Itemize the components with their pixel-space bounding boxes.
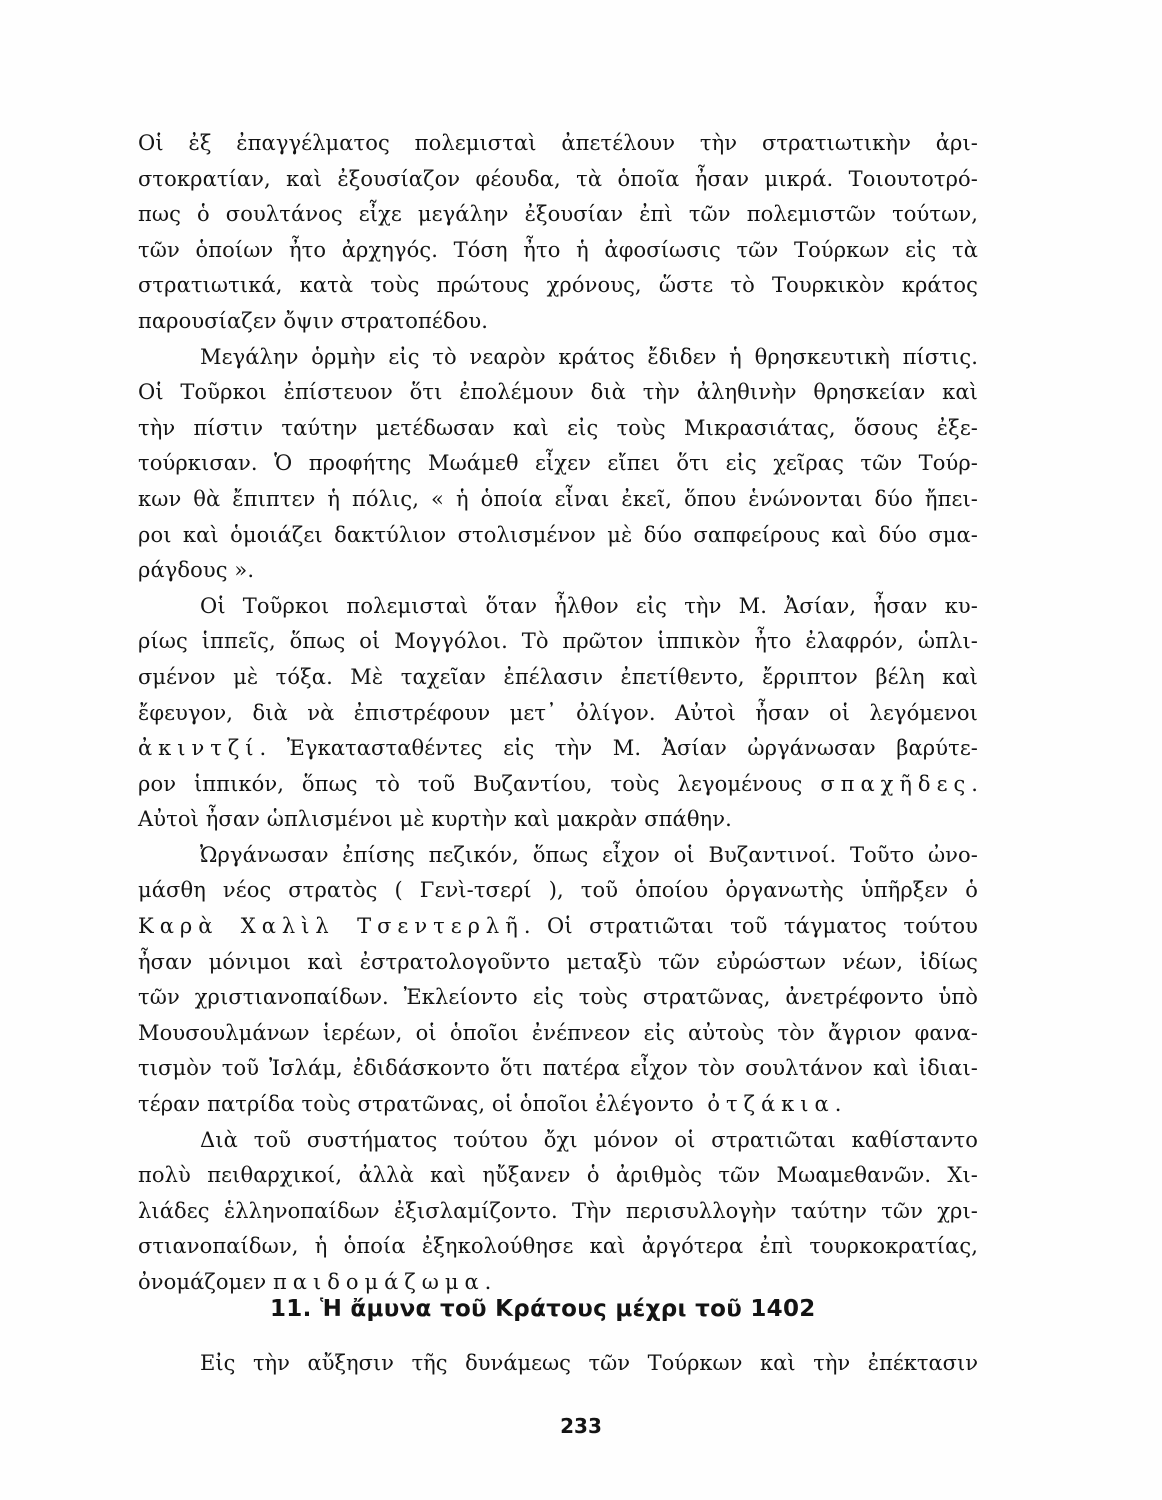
section-heading: 11. Ἡ ἄμυνα τοῦ Κράτους μέχρι τοῦ 1402: [270, 1296, 816, 1322]
term-kara-chalil: Καρὰ Χαλὶλ Τσεντερλῆ: [138, 914, 524, 939]
text-line: Αὐτοὶ ἦσαν ὡπλισμένοι μὲ κυρτὴν καὶ μακρὰν σπάθην.: [138, 807, 732, 832]
text-line: στρατιωτικά, κατὰ τοὺς πρώτους χρόνους, ὥστε τὸ Τουρκικὸν κράτος: [138, 273, 978, 298]
text-line: Οἱ ἐξ ἐπαγγέλματος πολεμισταὶ ἀπετέλουν τὴν στρατιωτικὴν ἀρι-: [138, 131, 978, 155]
text-line: παρουσίαζεν ὄψιν στρατοπέδου.: [138, 308, 489, 333]
text-line: Μεγάλην ὁρμὴν εἰς τὸ νεαρὸν κράτος ἔδιδεν ἡ θρησκευτικὴ πίστις.: [200, 344, 978, 369]
text-line: στιανοπαίδων, ἡ ὁποία ἐξηκολούθησε καὶ ἀργότερα ἐπὶ τουρκοκρατίας,: [138, 1234, 978, 1259]
text-line: Οἱ Τοῦρκοι ἐπίστευον ὅτι ἐπολέμουν διὰ τὴν ἀληθινὴν θρησκείαν καὶ: [138, 380, 978, 405]
term-otzakia: ὀτζάκια: [707, 1092, 835, 1117]
text-line: τῶν χριστιανοπαίδων. Ἐκλείοντο εἰς τοὺς στρατῶνας, ἀνετρέφοντο ὑπὸ: [138, 985, 978, 1010]
text-line: ἔφευγον, διὰ νὰ ἐπιστρέφουν μετ᾽ ὀλίγον. Αὐτοὶ ἦσαν οἱ λεγόμενοι: [138, 700, 978, 725]
text-fragment: ὀνομάζομεν: [138, 1270, 267, 1294]
text-line: λιάδες ἑλληνοπαίδων ἐξισλαμίζοντο. Τὴν περισυλλογὴν ταύτην τῶν χρι-: [138, 1198, 978, 1223]
text-fragment: τέραν πατρίδα τοὺς στρατῶνας, οἱ ὁποῖοι ἐλέγοντο: [138, 1092, 694, 1117]
text-line: σμένον μὲ τόξα. Μὲ ταχεῖαν ἐπέλασιν ἐπετίθεντο, ἔρριπτον βέλη καὶ: [138, 664, 978, 689]
text-line: Ὠργάνωσαν ἐπίσης πεζικόν, ὅπως εἶχον οἱ Βυζαντινοί. Τοῦτο ὠνο-: [200, 842, 978, 867]
text-line: ρίως ἱππεῖς, ὅπως οἱ Μογγόλοι. Τὸ πρῶτον ἱππικὸν ἦτο ἐλαφρόν, ὡπλι-: [138, 629, 978, 654]
text-line: ρον ἱππικόν, ὅπως τὸ τοῦ Βυζαντίου, τοὺς λεγομένους σπαχῆδες.: [138, 771, 979, 796]
term-akintzi: ἀκιντζί: [138, 736, 260, 761]
text-line: ὀνομάζομεν παιδομάζωμα.: [138, 1270, 492, 1294]
text-fragment: ρον ἱππικόν, ὅπως τὸ τοῦ Βυζαντίου, τοὺς λεγομένους: [138, 771, 803, 796]
text-line: πολὺ πειθαρχικοί, ἀλλὰ καὶ ηὔξανεν ὁ ἀριθμὸς τῶν Μωαμεθανῶν. Χι-: [138, 1163, 978, 1188]
text-line: τέραν πατρίδα τοὺς στρατῶνας, οἱ ὁποῖοι ἐλέγοντο ὀτζάκια.: [138, 1092, 842, 1117]
body-text: [138, 126, 978, 1301]
page-number: 233: [560, 1414, 602, 1438]
text-line: ἦσαν μόνιμοι καὶ ἐστρατολογοῦντο μεταξὺ τῶν εὐρώστων νέων, ἰδίως: [138, 949, 978, 974]
text-line: τισμὸν τοῦ Ἰσλάμ, ἐδιδάσκοντο ὅτι πατέρα εἶχον τὸν σουλτάνον καὶ ἰδιαι-: [138, 1056, 978, 1081]
term-spachides: σπαχῆδες: [820, 771, 972, 796]
text-fragment: . Ἐγκατασταθέντες εἰς τὴν Μ. Ἀσίαν ὠργάνωσαν βαρύτε-: [259, 736, 978, 761]
text-line: τὴν πίστιν ταύτην μετέδωσαν καὶ εἰς τοὺς Μικρασιάτας, ὅσους ἐξε-: [138, 415, 978, 440]
text-line: ράγδους ».: [138, 558, 255, 583]
text-line: Διὰ τοῦ συστήματος τούτου ὄχι μόνον οἱ στρατιῶται καθίσταντο: [200, 1127, 978, 1152]
text-line: τούρκισαν. Ὁ προφήτης Μωάμεθ εἶχεν εἴπει ὅτι εἰς χεῖρας τῶν Τούρ-: [138, 451, 978, 476]
term-paidomazoma: παιδομάζωμα: [272, 1270, 485, 1294]
text-line: κων θὰ ἔπιπτεν ἡ πόλις, « ἡ ὁποία εἶναι ἐκεῖ, ὅπου ἑνώνονται δύο ἤπει-: [138, 486, 978, 511]
text-line: [138, 909, 978, 945]
text-line: Εἰς τὴν αὔξησιν τῆς δυνάμεως τῶν Τούρκων καὶ τὴν ἐπέκτασιν: [200, 1351, 978, 1375]
text-line: ροι καὶ ὁμοιάζει δακτύλιον στολισμένον μὲ δύο σαπφείρους καὶ δύο σμα-: [138, 522, 978, 547]
text-line: στοκρατίαν, καὶ ἐξουσίαζον φέουδα, τὰ ὁποῖα ἦσαν μικρά. Τοιουτοτρό-: [138, 166, 978, 191]
text-line: Μουσουλμάνων ἱερέων, οἱ ὁποῖοι ἐνέπνεον εἰς αὐτοὺς τὸν ἄγριον φανα-: [138, 1020, 978, 1045]
text-line: Οἱ Τοῦρκοι πολεμισταὶ ὅταν ἦλθον εἰς τὴν Μ. Ἀσίαν, ἦσαν κυ-: [200, 593, 978, 618]
text-fragment: . Οἱ στρατιῶται τοῦ τάγματος τούτου: [523, 914, 979, 939]
text-line: τῶν ὁποίων ἦτο ἀρχηγός. Τόση ἦτο ἡ ἀφοσίωσις τῶν Τούρκων εἰς τὰ: [138, 237, 978, 262]
text-line: [138, 731, 978, 767]
text-line: πως ὁ σουλτάνος εἶχε μεγάλην ἐξουσίαν ἐπὶ τῶν πολεμιστῶν τούτων,: [138, 202, 978, 227]
text-line: μάσθη νέος στρατὸς ( Γενὶ-τσερί ), τοῦ ὁποίου ὀργανωτὴς ὑπῆρξεν ὁ: [138, 878, 978, 903]
